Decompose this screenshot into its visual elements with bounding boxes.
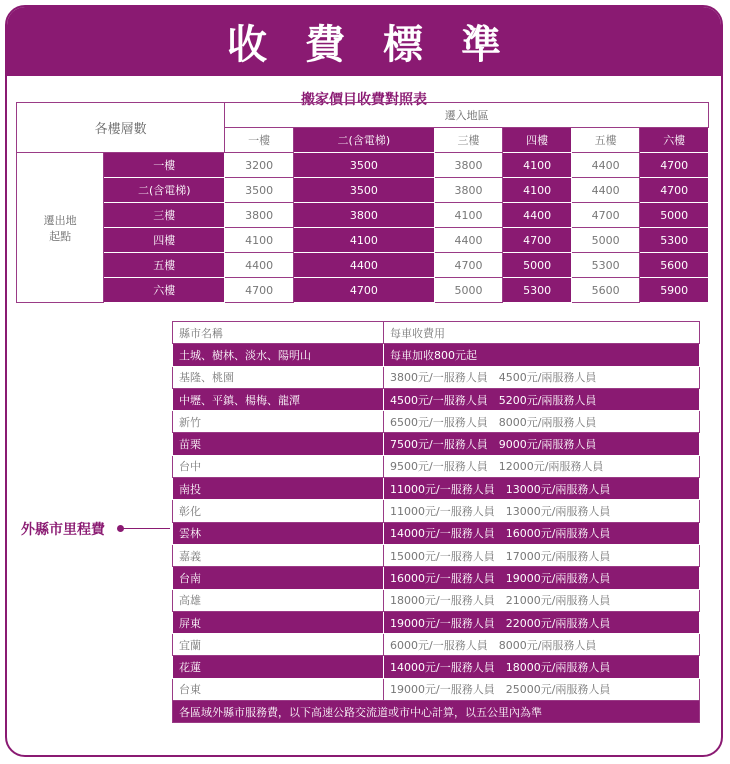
price-cell: 4400	[293, 253, 434, 278]
county-fee-table	[172, 321, 700, 723]
price-cell: 5600	[640, 253, 709, 278]
county-row	[173, 411, 700, 433]
county-row	[173, 544, 700, 566]
price-cell: 5600	[571, 278, 640, 303]
price-cell: 4700	[225, 278, 294, 303]
county-header-name: 縣市名稱	[173, 322, 384, 344]
county-fee: 11000元/一服務人員 13000元/兩服務人員	[384, 500, 700, 522]
column-header: 四樓	[503, 128, 572, 153]
price-cell: 5000	[434, 278, 503, 303]
title-banner	[7, 7, 721, 76]
row-header: 四樓	[104, 228, 225, 253]
county-name: 中壢、平鎮、楊梅、龍潭	[173, 388, 384, 410]
row-header: 三樓	[104, 203, 225, 228]
county-fee: 19000元/一服務人員 22000元/兩服務人員	[384, 611, 700, 633]
county-name: 嘉義	[173, 544, 384, 566]
county-row	[173, 366, 700, 388]
price-cell: 5000	[571, 228, 640, 253]
county-fee: 19000元/一服務人員 25000元/兩服務人員	[384, 678, 700, 700]
county-fee: 14000元/一服務人員 16000元/兩服務人員	[384, 522, 700, 544]
county-fee: 14000元/一服務人員 18000元/兩服務人員	[384, 656, 700, 678]
destination-label: 遷入地區	[225, 103, 709, 128]
price-cell: 4100	[225, 228, 294, 253]
county-row	[173, 678, 700, 700]
row-header: 一樓	[104, 153, 225, 178]
price-cell: 5000	[640, 203, 709, 228]
county-name: 彰化	[173, 500, 384, 522]
county-row	[173, 634, 700, 656]
county-fee: 7500元/一服務人員 9000元/兩服務人員	[384, 433, 700, 455]
column-header: 一樓	[225, 128, 294, 153]
county-name: 台東	[173, 678, 384, 700]
price-cell: 5300	[571, 253, 640, 278]
price-cell: 3500	[293, 153, 434, 178]
floor-price-table	[16, 102, 709, 303]
county-row	[173, 433, 700, 455]
county-row	[173, 388, 700, 410]
origin-label-line1: 遷出地	[43, 213, 77, 227]
price-cell: 4700	[640, 153, 709, 178]
county-name: 新竹	[173, 411, 384, 433]
price-cell: 5000	[503, 253, 572, 278]
county-name: 土城、樹林、淡水、陽明山	[173, 344, 384, 366]
county-row	[173, 611, 700, 633]
price-cell: 4100	[503, 178, 572, 203]
column-header: 六樓	[640, 128, 709, 153]
county-name: 苗栗	[173, 433, 384, 455]
price-cell: 4400	[571, 153, 640, 178]
county-fee: 6000元/一服務人員 8000元/兩服務人員	[384, 634, 700, 656]
price-cell: 3800	[225, 203, 294, 228]
corner-label: 各樓層數	[17, 103, 225, 153]
origin-label-line2: 起點	[49, 229, 72, 243]
page-title: 收費標準	[227, 22, 539, 68]
price-cell: 4100	[503, 153, 572, 178]
price-cell: 3500	[225, 178, 294, 203]
county-fee: 15000元/一服務人員 17000元/兩服務人員	[384, 544, 700, 566]
county-name: 花蓮	[173, 656, 384, 678]
county-name: 屏東	[173, 611, 384, 633]
county-fee: 9500元/一服務人員 12000元/兩服務人員	[384, 455, 700, 477]
county-fee: 3800元/一服務人員 4500元/兩服務人員	[384, 366, 700, 388]
county-row	[173, 522, 700, 544]
column-header: 二(含電梯)	[293, 128, 434, 153]
price-cell: 4700	[640, 178, 709, 203]
price-cell: 5300	[503, 278, 572, 303]
price-cell: 3800	[293, 203, 434, 228]
county-fee: 18000元/一服務人員 21000元/兩服務人員	[384, 589, 700, 611]
column-header: 五樓	[571, 128, 640, 153]
price-cell: 3800	[434, 153, 503, 178]
county-name: 台南	[173, 567, 384, 589]
county-row	[173, 344, 700, 366]
price-cell: 4100	[434, 203, 503, 228]
county-fee: 4500元/一服務人員 5200元/兩服務人員	[384, 388, 700, 410]
county-name: 高雄	[173, 589, 384, 611]
price-cell: 4400	[503, 203, 572, 228]
price-cell: 3800	[434, 178, 503, 203]
price-cell: 4700	[503, 228, 572, 253]
county-name: 台中	[173, 455, 384, 477]
price-cell: 4100	[293, 228, 434, 253]
county-fee: 6500元/一服務人員 8000元/兩服務人員	[384, 411, 700, 433]
county-side-label: 外縣市里程費	[21, 522, 105, 538]
price-cell: 3200	[225, 153, 294, 178]
price-cell: 4400	[571, 178, 640, 203]
price-cell: 5900	[640, 278, 709, 303]
price-cell: 4700	[571, 203, 640, 228]
county-name: 基隆、桃園	[173, 366, 384, 388]
county-row	[173, 656, 700, 678]
row-header: 二(含電梯)	[104, 178, 225, 203]
origin-label	[17, 153, 104, 303]
price-cell: 3500	[293, 178, 434, 203]
row-header: 五樓	[104, 253, 225, 278]
column-header: 三樓	[434, 128, 503, 153]
county-footnote: 各區域外縣市服務費，以下高速公路交流道或市中心計算，以五公里內為準	[173, 701, 700, 723]
county-fee: 16000元/一服務人員 19000元/兩服務人員	[384, 567, 700, 589]
row-header: 六樓	[104, 278, 225, 303]
county-name: 雲林	[173, 522, 384, 544]
county-row	[173, 455, 700, 477]
county-name: 南投	[173, 478, 384, 500]
county-row	[173, 589, 700, 611]
county-row	[173, 478, 700, 500]
table-subtitle: 搬家價目收費對照表	[301, 92, 427, 108]
county-fee: 11000元/一服務人員 13000元/兩服務人員	[384, 478, 700, 500]
price-cell: 4700	[434, 253, 503, 278]
county-row	[173, 567, 700, 589]
connector-line	[120, 528, 170, 529]
price-cell: 5300	[640, 228, 709, 253]
price-cell: 4700	[293, 278, 434, 303]
county-header-fee: 每車收費用	[384, 322, 700, 344]
price-cell: 4400	[225, 253, 294, 278]
price-cell: 4400	[434, 228, 503, 253]
county-row	[173, 500, 700, 522]
county-name: 宜蘭	[173, 634, 384, 656]
county-fee: 每車加收800元起	[384, 344, 700, 366]
